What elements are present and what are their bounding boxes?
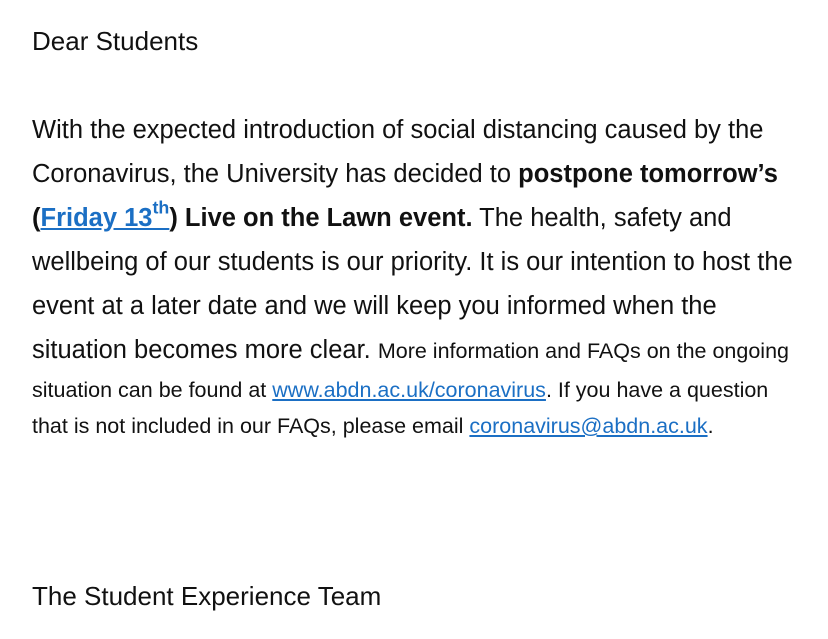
question-text: . If you have a question that is not included in our FAQs, please email: [32, 378, 769, 438]
priority-text: The health, safety and wellbeing of our students is our priority. It is our intention to host the event at a later date and we will keep you informed when the situation becomes more clear.: [32, 204, 793, 364]
event-bold-label: ) Live on the Lawn event.: [169, 204, 473, 232]
signature: The Student Experience Team: [32, 581, 382, 611]
intro-text: With the expected introduction of social distancing caused by the Coronavirus, the University has decided to: [32, 116, 764, 188]
date-link-text: Friday 13: [40, 204, 153, 232]
coronavirus-email-link[interactable]: coronavirus@abdn.ac.uk: [469, 414, 708, 438]
friday-13th-date-link[interactable]: [40, 197, 170, 232]
more-info-text: More information and FAQs on the ongoing situation can be found at: [32, 339, 789, 402]
greeting: Dear Students: [32, 26, 199, 56]
date-ordinal-suffix: th: [152, 197, 170, 218]
message-body: [32, 108, 802, 444]
closing-period: .: [707, 414, 714, 438]
postpone-bold-label: postpone tomorrow’s (: [32, 160, 778, 232]
coronavirus-website-link[interactable]: www.abdn.ac.uk/coronavirus: [272, 378, 546, 402]
